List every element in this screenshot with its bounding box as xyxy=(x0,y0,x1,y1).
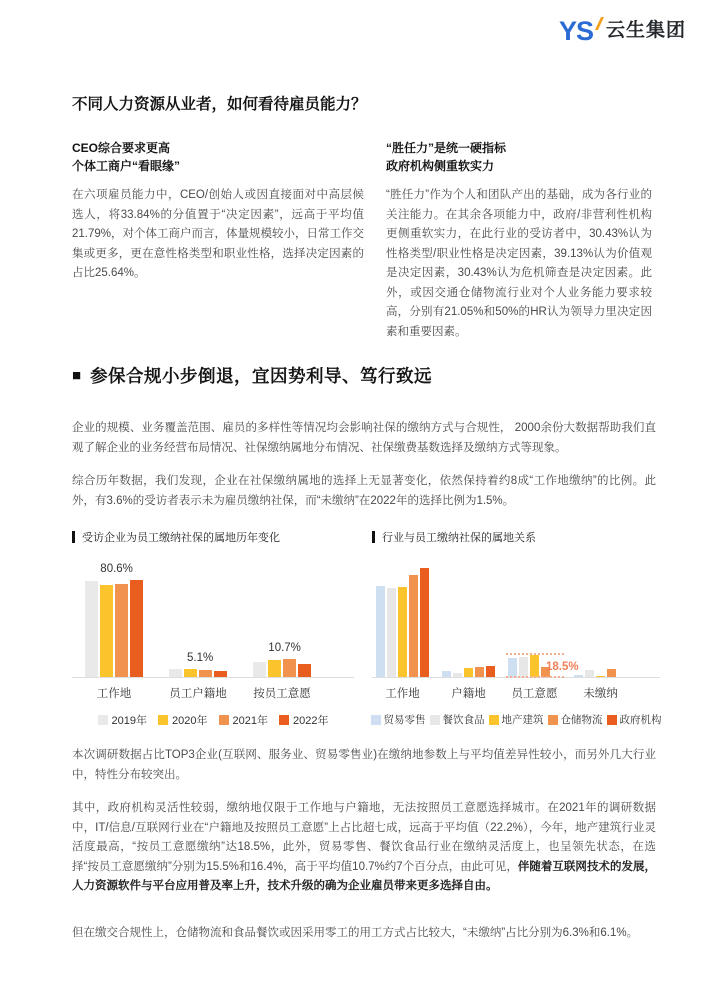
column-ceo xyxy=(72,139,364,342)
col2-body: “胜任力”作为个人和团队产出的基础，成为各行业的关注能力。在其余各项能力中，政府/非营利性机构更侧重软实力，在此行业的受访者中，30.43%认为性格类型/职业性格是决定因素，39.13%认为价值观是决定因素，30.43%认为危机筛查是决定因素。此外，或因交通仓储物流行业对个人业务能力要求较高，分别有21.05%和50%的HR认为领导力里决定因素和重要因素。 xyxy=(386,189,652,338)
bar-餐饮食品 xyxy=(585,670,594,677)
legend-label: 2021年 xyxy=(232,715,268,727)
legend-item xyxy=(371,712,426,727)
chart-payment-location-by-year xyxy=(72,529,354,728)
chart1-x-axis xyxy=(72,685,354,701)
legend-swatch xyxy=(219,715,229,725)
col1-subtitle-line1: CEO综合要求更高 xyxy=(72,141,171,155)
bar-2022年 xyxy=(214,671,227,677)
legend-label: 政府机构 xyxy=(619,714,662,726)
legend-label: 2022年 xyxy=(292,715,329,727)
two-column-block xyxy=(72,139,652,342)
section2-title: 参保合规小步倒退，宜因势利导、笃行致远 xyxy=(90,366,433,386)
column-competency xyxy=(386,139,652,342)
chart2-legend xyxy=(372,712,660,727)
logo-company-name: 云生集团 xyxy=(605,20,686,41)
legend-label: 仓储物流 xyxy=(560,714,603,726)
bar-地产建筑 xyxy=(530,655,539,677)
annotation-dashed-line-bottom xyxy=(506,676,564,678)
bar-贸易零售 xyxy=(376,586,385,677)
bar-地产建筑 xyxy=(464,668,473,677)
x-axis-label: 按员工意愿 xyxy=(253,688,311,700)
bar-2020年 xyxy=(268,660,281,677)
chart2-plot-area xyxy=(372,557,660,678)
legend-item xyxy=(607,712,662,727)
bar-餐饮食品 xyxy=(387,588,396,677)
bar-政府机构 xyxy=(486,666,495,677)
chart-title-marker-icon xyxy=(372,531,375,543)
bar-2021年 xyxy=(199,670,212,677)
value-label: 80.6% xyxy=(100,563,133,576)
square-bullet-icon: ■ xyxy=(72,367,82,384)
section2-heading xyxy=(72,363,432,388)
legend-item xyxy=(158,712,207,728)
legend-item xyxy=(430,712,485,727)
bar-2022年 xyxy=(130,580,143,677)
bar-2020年 xyxy=(184,669,197,677)
chart2-x-axis xyxy=(372,685,660,701)
col1-subtitle xyxy=(72,139,364,175)
company-logo xyxy=(559,16,686,46)
bar-地产建筑 xyxy=(596,676,605,677)
bar-仓储物流 xyxy=(475,667,484,677)
legend-swatch xyxy=(98,715,108,725)
x-axis-label: 员工户籍地 xyxy=(169,688,227,700)
value-label: 10.7% xyxy=(268,642,301,655)
col2-subtitle-line1: “胜任力”是统一硬指标 xyxy=(386,141,507,155)
legend-swatch xyxy=(371,715,381,725)
legend-label: 餐饮食品 xyxy=(442,714,485,726)
legend-item xyxy=(489,712,544,727)
legend-swatch xyxy=(489,715,499,725)
bar-group xyxy=(442,666,495,677)
bar-仓储物流 xyxy=(607,669,616,677)
legend-item xyxy=(219,712,268,728)
paragraph-4-text: 其中，政府机构灵活性较弱，缴纳地仅限于工作地与户籍地，无法按照员工意愿选择城市。在2021年的调研数据中，IT/信息/互联网行业在“户籍地及按照员工意愿”上占比超七成，远高于平均值（22.2%），今年，地产建筑行业灵活度最高，“按员工意愿缴纳”达18.5%，此外，贸易零售、餐饮食品行业在缴纳灵活度上，也呈领先状态，在选择“按员工意愿缴纳”分别为15.5%和16.4%，高于平均值10.7%约7个百分点，由此可见， xyxy=(72,802,656,873)
legend-swatch xyxy=(548,715,558,725)
paragraph-3: 本次调研数据占比TOP3企业(互联网、服务业、贸易零售业)在缴纳地参数上与平均值差异性较小，而另外几大行业中，特性分布较突出。 xyxy=(72,749,656,781)
chart-title-marker-icon xyxy=(72,531,75,543)
legend-label: 2020年 xyxy=(172,715,208,727)
col2-subtitle-line2: 政府机构侧重软实力 xyxy=(386,159,495,173)
bar-group xyxy=(85,563,143,677)
bar-2021年 xyxy=(283,659,296,677)
paragraph-4-bold: 伴随着互联网技术的发展，人力资源软件与平台应用普及率上升，技术升级的确为企业雇员带来更多选择自由。 xyxy=(72,860,657,892)
bar-group xyxy=(574,669,627,677)
legend-label: 地产建筑 xyxy=(501,714,544,726)
bar-group xyxy=(508,655,579,677)
chart2-title-row xyxy=(372,529,660,545)
chart-payment-location-by-industry xyxy=(372,529,660,728)
legend-swatch xyxy=(279,715,289,725)
bar-贸易零售 xyxy=(574,675,583,677)
chart1-plot-area xyxy=(72,557,354,678)
x-axis-label: 户籍地 xyxy=(451,688,486,700)
col1-body: 在六项雇员能力中，CEO/创始人或因直接面对中高层候选人，将33.84%的分值置于“决定因素”，远高于平均值21.79%，对个体工商户而言，体量规模较小，日常工作交集或更多，更在意性格类型和职业性格，选择决定因素的占比25.64%。 xyxy=(72,189,365,279)
bar-2019年 xyxy=(169,669,182,677)
legend-item xyxy=(98,712,147,728)
legend-swatch xyxy=(607,715,617,725)
legend-item xyxy=(279,712,328,728)
bar-政府机构 xyxy=(420,568,429,677)
chart1-title: 受访企业为员工缴纳社保的属地历年变化 xyxy=(82,532,280,544)
paragraph-1: 企业的规模、业务覆盖范围、雇员的多样性等情况均会影响社保的缴纳方式与合规性， 2000余份大数据帮助我们直观了解企业的业务经营布局情况、社保缴纳属地分布情况、社保缴费基数选择及缴纳方式等现象。 xyxy=(72,422,656,454)
bar-餐饮食品 xyxy=(519,657,528,677)
bar-2020年 xyxy=(100,585,113,677)
paragraph-4 xyxy=(72,799,656,897)
paragraph-2: 综合历年数据，我们发现，企业在社保缴纳属地的选择上无显著变化，依然保持着约8成“工作地缴纳”的比例。此外，有3.6%的受访者表示未为雇员缴纳社保，而“未缴纳”在2022年的选择比例为1.5%。 xyxy=(72,475,656,507)
legend-swatch xyxy=(158,715,168,725)
annotation-value-label: 18.5% xyxy=(546,661,579,673)
bar-贸易零售 xyxy=(442,671,451,677)
bar-group xyxy=(376,568,429,677)
legend-item xyxy=(548,712,603,727)
x-axis-label: 工作地 xyxy=(385,688,420,700)
charts-row xyxy=(72,529,660,728)
bar-餐饮食品 xyxy=(453,673,462,677)
bar-2021年 xyxy=(115,584,128,677)
bar-2019年 xyxy=(85,581,98,677)
chart1-title-row xyxy=(72,529,354,545)
bar-group xyxy=(253,642,311,677)
logo-ys-text: YS xyxy=(558,16,593,46)
bar-仓储物流 xyxy=(409,575,418,677)
chart1-legend xyxy=(72,712,354,728)
x-axis-label: 员工意愿 xyxy=(511,688,558,700)
annotation-dashed-line-top xyxy=(506,653,564,655)
logo-spark-icon xyxy=(594,17,604,35)
chart2-title: 行业与员工缴纳社保的属地关系 xyxy=(382,532,536,544)
x-axis-label: 未缴纳 xyxy=(583,688,618,700)
x-axis-label: 工作地 xyxy=(96,688,132,700)
bar-地产建筑 xyxy=(398,587,407,677)
col1-subtitle-line2: 个体工商户“看眼缘” xyxy=(72,159,181,173)
bar-group xyxy=(169,652,227,677)
paragraph-5: 但在缴交合规性上，仓储物流和食品餐饮或因采用零工的用工方式占比较大，“未缴纳”占比分别为6.3%和6.1%。 xyxy=(72,927,639,939)
col2-subtitle xyxy=(386,139,652,175)
legend-swatch xyxy=(430,715,440,725)
legend-label: 2019年 xyxy=(111,715,148,727)
bar-2022年 xyxy=(298,664,311,677)
bar-贸易零售 xyxy=(508,658,517,677)
value-label: 5.1% xyxy=(186,652,214,665)
bar-2019年 xyxy=(253,662,266,677)
legend-label: 贸易零售 xyxy=(383,714,426,726)
section1-title: 不同人力资源从业者，如何看待雇员能力？ xyxy=(72,96,367,113)
